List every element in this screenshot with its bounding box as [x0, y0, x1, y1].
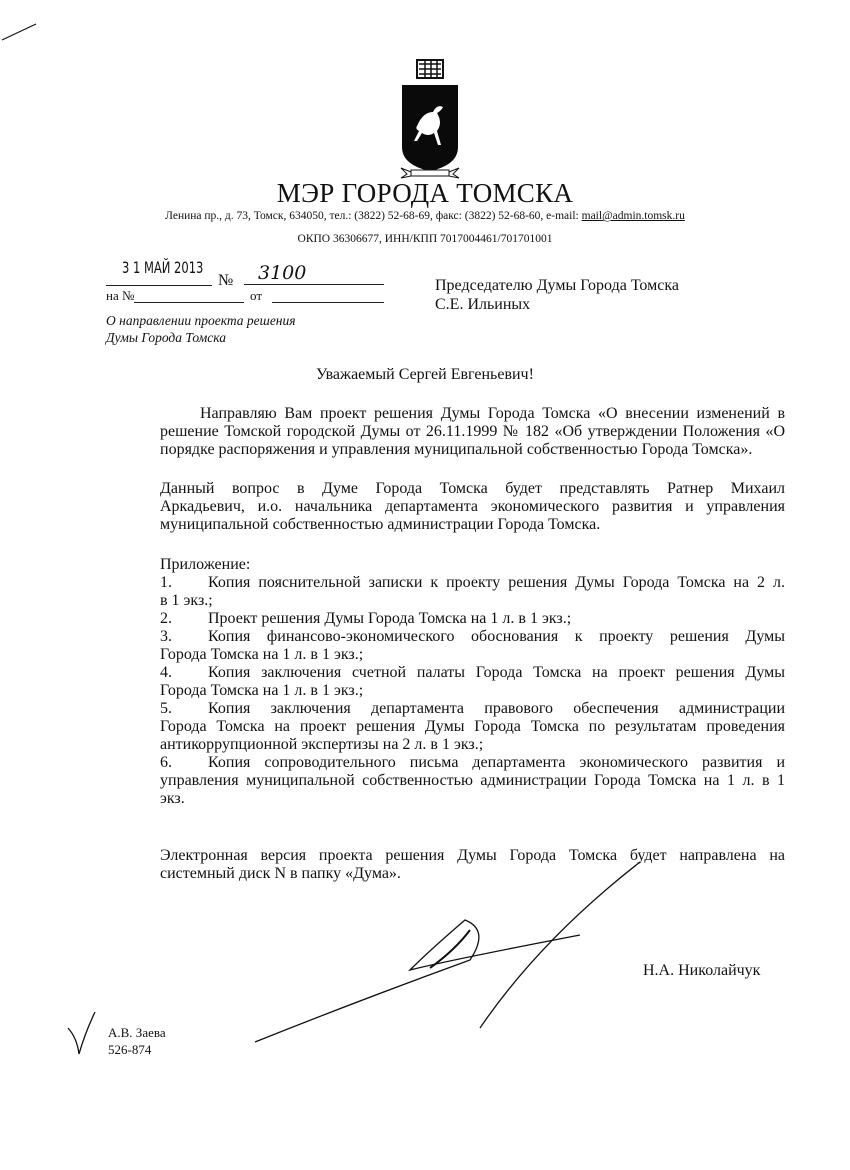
from-underline	[272, 302, 384, 303]
attachment-line: Проект решения Думы Города Томска на 1 л. в 1 экз.;	[208, 610, 572, 627]
reply-underline	[134, 302, 244, 303]
attachment-line: Города Томска на проект решения Думы Города Томска по результатам проведения	[160, 718, 785, 735]
attachment-line: Копия сопроводительного письма департамента экономического развития и	[208, 754, 785, 771]
stamp-date: 3 1 МАЙ 2013	[122, 258, 204, 277]
from-label: от	[250, 288, 263, 303]
subject-line: О направлении проекта решения	[106, 313, 296, 328]
document-title: МЭР ГОРОДА ТОМСКА	[276, 178, 574, 208]
attachments	[160, 556, 785, 808]
attachment-line: Копия пояснительной записки к проекту решения Думы Города Томска на 2 л.	[208, 574, 785, 591]
paragraph-line: Электронная версия проекта решения Думы Города Томска будет направлена на	[160, 847, 785, 864]
paragraph-line: порядке распоряжения и управления муниципальной собственностью Города Томска».	[160, 441, 753, 458]
date-underline	[106, 285, 212, 286]
paragraph-2-text	[160, 480, 785, 534]
handwritten-signature	[240, 860, 660, 1050]
executor	[108, 1024, 166, 1058]
tomsk-coat-of-arms-emblem	[395, 58, 465, 183]
addressee-line: С.Е. Ильиных	[435, 296, 531, 313]
attachment-item	[160, 700, 785, 754]
paragraph-line: Аркадьевич, и.о. начальника департамента экономического развития и управления	[160, 498, 785, 515]
attachment-item	[160, 574, 785, 610]
number-label: №	[218, 272, 234, 289]
address-line	[0, 210, 850, 222]
initials-mark	[65, 1008, 100, 1058]
attachment-line: Копия заключения счетной палаты Города Томска на проект решения Думы	[208, 664, 785, 681]
scan-mark	[0, 22, 40, 42]
reply-label: на №	[106, 288, 135, 303]
attachment-item	[160, 754, 785, 808]
attachment-line: Города Томска на 1 л. в 1 экз.;	[160, 682, 364, 699]
attachments-list	[160, 574, 785, 808]
executor-phone: 526-874	[108, 1042, 152, 1057]
paragraph-line: муниципальной собственностью администрации Города Томска.	[160, 516, 601, 533]
attachment-line: экз.	[160, 790, 185, 807]
attachment-number: 4.	[160, 664, 172, 681]
attachment-number: 1.	[160, 574, 172, 591]
paragraph-line: решение Томской городской Думы от 26.11.1999 № 182 «Об утверждении Положения «О	[160, 423, 785, 440]
subject-line: Думы Города Томска	[106, 330, 226, 345]
subject	[106, 312, 296, 346]
executor-name: А.В. Заева	[108, 1025, 166, 1040]
codes-line: ОКПО 36306677, ИНН/КПП 7017004461/701701001	[297, 233, 553, 245]
attachment-line: в 1 экз.;	[160, 592, 213, 609]
attachment-number: 3.	[160, 628, 172, 645]
attachment-item	[160, 664, 785, 700]
email-link[interactable]: mail@admin.tomsk.ru	[581, 210, 685, 222]
number-underline	[244, 284, 384, 285]
attachment-item	[160, 628, 785, 664]
attachment-line: Копия заключения департамента правового обеспечения администрации	[208, 700, 785, 717]
signer-name: Н.А. Николайчук	[643, 962, 761, 979]
attachment-line: Города Томска на 1 л. в 1 экз.;	[160, 646, 364, 663]
attachment-line: управления муниципальной собственностью администрации Города Томска на 1 л. в 1	[160, 772, 785, 789]
addressee-line: Председателю Думы Города Томска	[435, 277, 679, 294]
attachment-line: Копия финансово-экономического обоснования к проекту решения Думы	[208, 628, 785, 645]
attachment-item	[160, 610, 785, 628]
salutation: Уважаемый Сергей Евгеньевич!	[316, 366, 534, 383]
handwritten-number: 3100	[258, 262, 307, 284]
attachments-heading: Приложение:	[160, 556, 251, 573]
paragraph-1-text	[160, 405, 785, 459]
paragraph-line: Данный вопрос в Думе Города Томска будет представлять Ратнер Михаил	[160, 480, 785, 497]
attachment-number: 2.	[160, 610, 172, 627]
addressee	[435, 276, 679, 314]
paragraph-line: системный диск N в папку «Дума».	[160, 865, 401, 882]
attachment-line: антикоррупционной экспертизы на 2 л. в 1 экз.;	[160, 736, 484, 753]
attachment-number: 5.	[160, 700, 172, 717]
attachment-number: 6.	[160, 754, 172, 771]
paragraph-line: Направляю Вам проект решения Думы Города Томска «О внесении изменений в	[200, 405, 785, 422]
address-text: Ленина пр., д. 73, Томск, 634050, тел.: (3822) 52-68-69, факс: (3822) 52-68-60, e-mail:	[165, 210, 582, 222]
